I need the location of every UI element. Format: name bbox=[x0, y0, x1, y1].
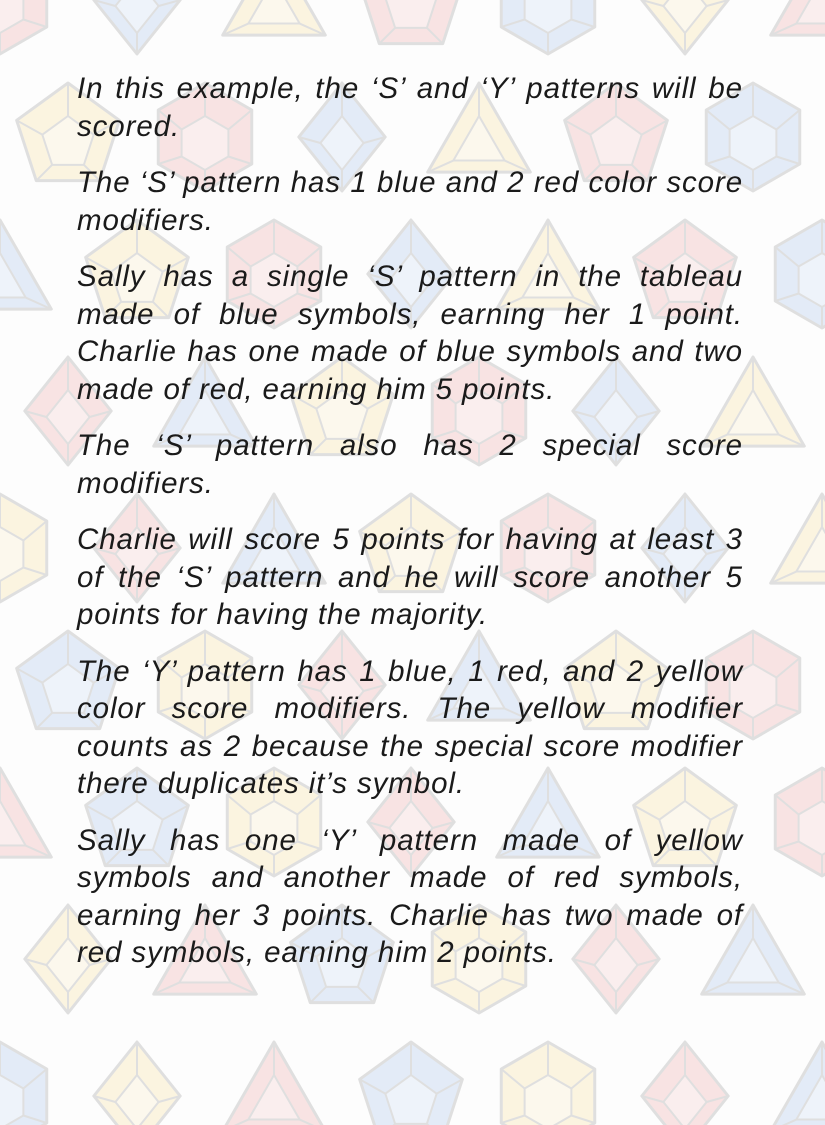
paragraph-intro: In this example, the ‘S’ and ‘Y’ patterns will be scored. bbox=[77, 72, 743, 143]
paragraph-y-modifiers: The ‘Y’ pattern has 1 blue, 1 red, and 2 yellow color score modifiers. The yellow modifier counts as 2 because the special score modifier there duplicates it’s symbol. bbox=[77, 654, 743, 800]
dice-icon bbox=[771, 494, 825, 583]
dice-icon bbox=[0, 220, 51, 309]
dice-icon bbox=[0, 494, 47, 602]
dice-icon bbox=[0, 768, 51, 857]
dice-icon bbox=[775, 220, 825, 328]
dice-icon bbox=[771, 1042, 825, 1125]
dice-icon bbox=[223, 0, 326, 35]
dice-icon bbox=[94, 1042, 180, 1125]
scoring-example-text bbox=[77, 70, 743, 991]
dice-icon bbox=[0, 1042, 47, 1125]
dice-icon bbox=[775, 768, 825, 876]
dice-icon bbox=[0, 0, 47, 54]
dice-icon bbox=[501, 1042, 595, 1125]
dice-icon bbox=[501, 0, 595, 54]
paragraph-s-modifiers: The ‘S’ pattern has 1 blue and 2 red color score modifiers. bbox=[77, 166, 743, 237]
dice-icon bbox=[94, 0, 180, 54]
dice-icon bbox=[642, 0, 728, 54]
dice-icon bbox=[642, 1042, 728, 1125]
paragraph-s-special: The ‘S’ pattern also has 2 special score modifiers. bbox=[77, 429, 743, 500]
dice-icon bbox=[771, 0, 825, 35]
dice-icon bbox=[360, 1042, 463, 1125]
paragraph-s-special-scoring: Charlie will score 5 points for having at least 3 of the ‘S’ pattern and he will score another 5 points for having the majority. bbox=[77, 523, 743, 631]
dice-icon bbox=[360, 0, 463, 44]
paragraph-y-scoring: Sally has one ‘Y’ pattern made of yellow symbols and another made of red symbols, earning her 3 points. Charlie has two made of red symbols, earning him 2 points. bbox=[77, 823, 743, 969]
dice-icon bbox=[223, 1042, 326, 1125]
paragraph-s-scoring: Sally has a single ‘S’ pattern in the tableau made of blue symbols, earning her 1 point. Charlie has one made of blue symbols and two made of red, earning him 5 points. bbox=[77, 260, 743, 406]
